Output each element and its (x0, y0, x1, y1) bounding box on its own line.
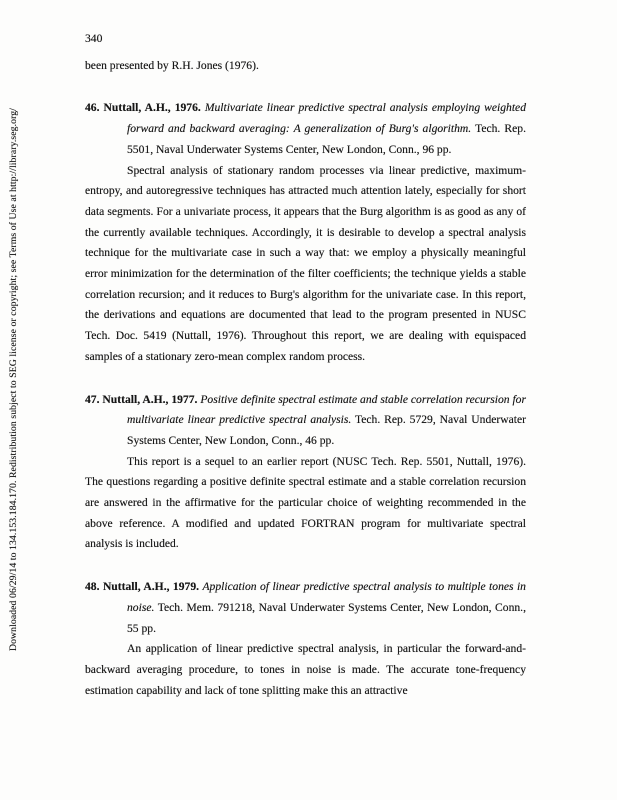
reference-title: Application of linear predictive spectral analysis to multiple tones in noise. (127, 580, 526, 614)
reference-citation (85, 98, 526, 160)
reference-authors: Nuttall, A.H., 1976. (103, 101, 201, 115)
reference-number: 48. (85, 580, 100, 594)
reference-list (85, 98, 526, 701)
reference-authors: Nuttall, A.H., 1977. (102, 392, 198, 406)
reference-abstract: Spectral analysis of stationary random processes via linear predictive, maximum-entropy, and autoregressive techniques has attracted much attention lately, especially for short data segments. For a univariate process, it appears that the Burg algorithm is as good as any of the currently available techniques. Accordingly, it is desirable to develop a spectral analysis technique for the multivariate case in such a way that: we employ a physically meaningful error minimization for the determination of the filter coefficients; the technique yields a stable correlation recursion; and it reduces to Burg's algorithm for the univariate case. In this report, the derivations and equations are documented that lead to the program presented in NUSC Tech. Doc. 5419 (Nuttall, 1976). Throughout this report, we are dealing with equispaced samples of a stationary zero-mean complex random process. (85, 163, 526, 363)
reference-entry (85, 98, 526, 367)
reference-number: 47. (85, 392, 100, 406)
reference-entry (85, 577, 526, 701)
reference-source: Tech. Mem. 791218, Naval Underwater Systems Center, New London, Conn., 55 pp. (127, 600, 526, 635)
reference-source: Tech. Rep. 5729, Naval Underwater Systems Center, New London, Conn., 46 pp. (127, 413, 526, 447)
page-number: 340 (85, 32, 103, 45)
reference-authors: Nuttall, A.H., 1979. (102, 580, 200, 594)
reference-number: 46. (85, 101, 100, 115)
page-content (85, 29, 526, 701)
reference-abstract: This report is a sequel to an earlier report (NUSC Tech. Rep. 5501, Nuttall, 1976). The questions regarding a positive definite spectral estimate and a stable correlation recursion are answered in the affirmative for the particular choice of weighting recommended in the above reference. A modified and updated FORTRAN program for multivariate spectral analysis is included. (85, 454, 526, 551)
reference-source: Tech. Rep. 5501, Naval Underwater Systems Center, New London, Conn., 96 pp. (127, 122, 526, 156)
reference-entry (85, 390, 526, 556)
reference-abstract: An application of linear predictive spectral analysis, in particular the forward-and-backward averaging procedure, to tones in noise is made. The accurate tone-frequency estimation capability and lack of tone splitting make this an attractive (85, 642, 526, 697)
reference-citation (85, 577, 526, 639)
carryover-sentence: been presented by R.H. Jones (1976). (85, 58, 259, 72)
reference-title: Multivariate linear predictive spectral analysis employing weighted forward and backward averaging: A generalization of Burg's algorithm. (127, 101, 526, 136)
reference-title: Positive definite spectral estimate and stable correlation recursion for multivariate linear predictive spectral analysis. (127, 392, 526, 427)
reference-citation (85, 390, 526, 452)
download-license-watermark: Downloaded 06/29/14 to 134.153.184.170. Redistribution subject to SEG license or copyright; see Terms of Use at http://library.seg.org/ (8, 108, 19, 651)
